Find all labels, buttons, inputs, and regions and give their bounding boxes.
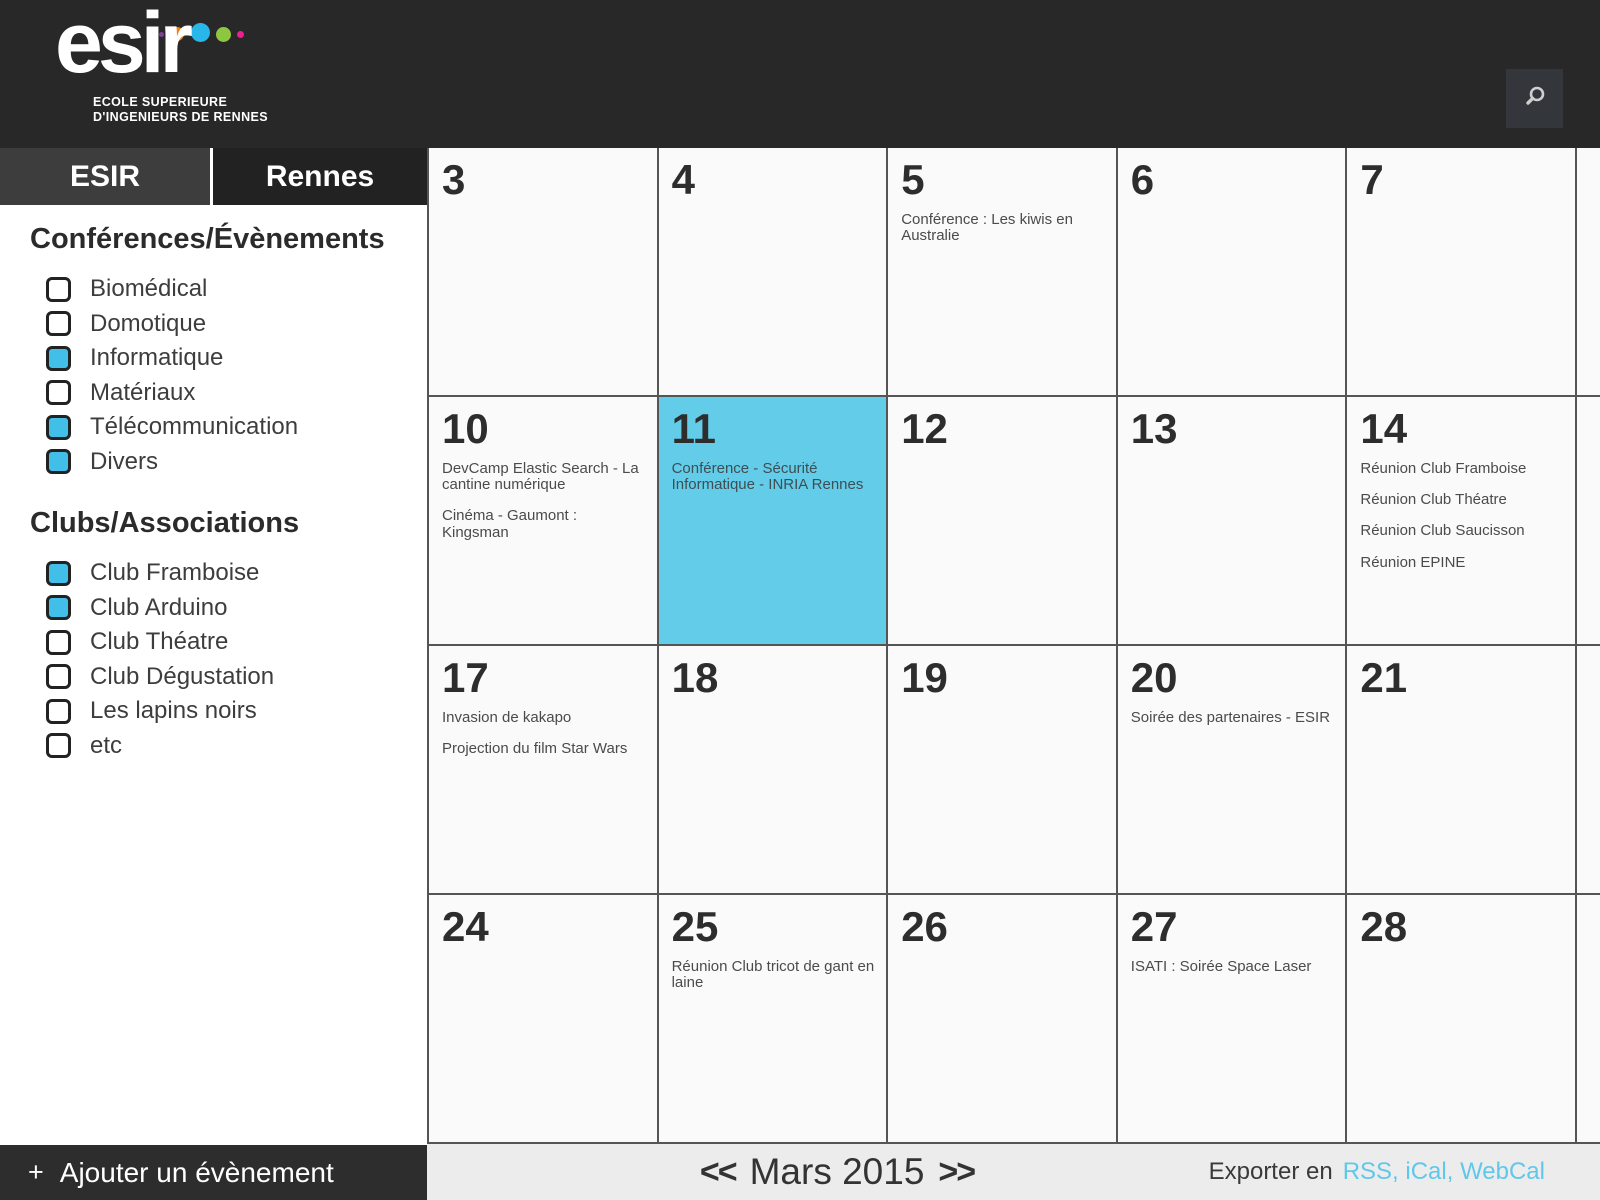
event-item[interactable]: Réunion Club Théatre <box>1360 491 1507 509</box>
day-number: 6 <box>1130 156 1155 203</box>
tab-rennes[interactable] <box>213 148 427 205</box>
filter-label: Domotique <box>90 309 207 337</box>
next-month-button[interactable]: >> <box>938 1152 975 1191</box>
tab-esir[interactable] <box>0 148 210 205</box>
checkbox-icon[interactable] <box>46 630 71 655</box>
day-cell-7[interactable] <box>1347 148 1577 397</box>
calendar-footer <box>427 1144 1600 1200</box>
filter-label: Club Théatre <box>90 628 229 656</box>
day-number: 21 <box>1360 654 1408 701</box>
add-event-label: Ajouter un évènement <box>59 1156 334 1188</box>
event-item[interactable]: Conférence : Les kiwis en Australie <box>901 211 1073 245</box>
day-number: 12 <box>901 405 948 452</box>
day-number: 11 <box>671 405 716 452</box>
export-link-rss[interactable]: RSS, <box>1342 1158 1406 1185</box>
event-item[interactable]: ISATI : Soirée Space Laser <box>1130 958 1312 976</box>
day-number: 25 <box>671 903 719 950</box>
logo-dot-green-icon <box>216 27 231 42</box>
day-number: 19 <box>901 654 948 701</box>
filter-item-club-arduino[interactable] <box>0 591 427 626</box>
filter-item-club-degustation[interactable] <box>0 660 427 695</box>
add-event-button[interactable] <box>0 1145 427 1200</box>
checkbox-icon[interactable] <box>46 311 71 336</box>
day-number: 28 <box>1360 903 1408 950</box>
day-cell-17[interactable] <box>429 646 659 895</box>
filter-label: Club Arduino <box>90 593 228 621</box>
filter-item-club-theatre[interactable] <box>0 625 427 660</box>
day-cell-27[interactable] <box>1118 895 1348 1144</box>
event-item[interactable]: Projection du film Star Wars <box>442 740 628 758</box>
day-cell-3[interactable] <box>429 148 659 397</box>
day-cell-18[interactable] <box>659 646 889 895</box>
filter-item-biomedical[interactable] <box>0 272 427 307</box>
day-cell-5[interactable] <box>888 148 1118 397</box>
day-number: 10 <box>442 405 489 452</box>
checkbox-icon[interactable] <box>46 561 71 586</box>
day-number: 14 <box>1360 405 1408 452</box>
export-links <box>1343 1158 1545 1186</box>
day-number: 26 <box>901 903 948 950</box>
day-cell-partial <box>1577 895 1600 1144</box>
day-number: 27 <box>1130 903 1178 950</box>
sidebar-section-title-clubs-associations: Clubs/Associations <box>30 507 300 539</box>
logo-subtitle-line2: D'INGENIEURS DE RENNES <box>93 110 268 124</box>
day-cell-12[interactable] <box>888 397 1118 646</box>
day-cell-24[interactable] <box>429 895 659 1144</box>
checkbox-icon[interactable] <box>46 415 71 440</box>
plus-icon: + <box>28 1157 44 1187</box>
checkbox-icon[interactable] <box>46 277 71 302</box>
day-cell-21[interactable] <box>1347 646 1577 895</box>
event-item[interactable]: Cinéma - Gaumont : Kingsman <box>442 507 578 541</box>
sidebar-section-title-conferences-evenements: Conférences/Évènements <box>30 223 385 255</box>
day-cell-partial <box>1577 646 1600 895</box>
current-month-label: Mars 2015 <box>749 1151 925 1192</box>
day-cell-10[interactable] <box>429 397 659 646</box>
day-number: 7 <box>1360 156 1384 203</box>
day-cell-28[interactable] <box>1347 895 1577 1144</box>
day-cell-11[interactable] <box>659 397 889 646</box>
logo-subtitle <box>93 95 268 125</box>
day-cell-13[interactable] <box>1118 397 1348 646</box>
filter-label: Club Dégustation <box>90 662 275 690</box>
app-header <box>0 0 1600 148</box>
site-tabs <box>0 148 427 205</box>
checkbox-icon[interactable] <box>46 380 71 405</box>
day-cell-partial <box>1577 148 1600 397</box>
tab-esir-label: ESIR <box>69 159 141 193</box>
day-number: 13 <box>1130 405 1178 452</box>
logo-wordmark: esir <box>55 0 189 91</box>
day-number: 3 <box>442 156 466 203</box>
search-button[interactable] <box>1506 69 1563 128</box>
event-item[interactable]: Réunion Club tricot de gant en laine <box>671 958 875 992</box>
logo-subtitle-line1: ECOLE SUPERIEURE <box>93 95 228 109</box>
logo-dot-magenta-icon <box>237 31 244 38</box>
filter-item-divers[interactable] <box>0 445 427 480</box>
event-item[interactable]: Réunion Club Saucisson <box>1360 522 1525 540</box>
checkbox-icon[interactable] <box>46 733 71 758</box>
event-item[interactable]: Réunion EPINE <box>1360 553 1466 571</box>
day-cell-partial <box>1577 397 1600 646</box>
day-number: 24 <box>442 903 489 950</box>
event-item[interactable]: Conférence - Sécurité Informatique - INRIA Rennes <box>671 460 864 494</box>
day-cell-20[interactable] <box>1118 646 1348 895</box>
filter-item-telecommunication[interactable] <box>0 410 427 445</box>
filter-item-club-framboise[interactable] <box>0 556 427 591</box>
day-number: 4 <box>671 156 695 203</box>
filter-label: Club Framboise <box>90 559 260 587</box>
event-item[interactable]: Soirée des partenaires - ESIR <box>1130 709 1331 727</box>
checkbox-icon[interactable] <box>46 346 71 371</box>
day-cell-6[interactable] <box>1118 148 1348 397</box>
filter-label: Télécommunication <box>90 413 299 441</box>
day-cell-19[interactable] <box>888 646 1118 895</box>
checkbox-icon[interactable] <box>46 449 71 474</box>
filter-item-etc[interactable] <box>0 729 427 764</box>
prev-month-button[interactable]: << <box>699 1152 736 1191</box>
magnifier-icon <box>1520 82 1550 115</box>
sidebar-sections <box>0 223 427 763</box>
filter-label: Informatique <box>90 344 224 372</box>
day-cell-25[interactable] <box>659 895 889 1144</box>
day-number: 18 <box>671 654 719 701</box>
day-number: 17 <box>442 654 489 701</box>
filter-label: Matériaux <box>90 378 196 406</box>
day-cell-26[interactable] <box>888 895 1118 1144</box>
filter-item-informatique[interactable] <box>0 341 427 376</box>
filter-label: Biomédical <box>90 275 208 303</box>
export-label: Exporter en <box>1208 1158 1333 1185</box>
event-item[interactable]: Réunion Club Framboise <box>1360 460 1527 478</box>
checkbox-icon[interactable] <box>46 664 71 689</box>
export-link-webcal[interactable]: WebCal <box>1460 1158 1545 1185</box>
calendar-grid <box>427 148 1600 1144</box>
event-item[interactable]: DevCamp Elastic Search - La cantine numérique <box>442 460 639 494</box>
checkbox-icon[interactable] <box>46 595 71 620</box>
tab-rennes-label: Rennes <box>265 159 375 193</box>
esir-logo <box>55 0 315 136</box>
day-number: 20 <box>1130 654 1178 701</box>
day-cell-14[interactable] <box>1347 397 1577 646</box>
filter-label: Divers <box>90 447 159 475</box>
export-bar <box>1209 1144 1545 1200</box>
filter-item-domotique[interactable] <box>0 307 427 342</box>
event-item[interactable]: Invasion de kakapo <box>442 709 572 727</box>
month-navigation <box>607 1144 1067 1200</box>
filter-label: etc <box>90 731 123 759</box>
export-link-ical[interactable]: iCal, <box>1405 1158 1461 1185</box>
checkbox-icon[interactable] <box>46 699 71 724</box>
filter-item-materiaux[interactable] <box>0 376 427 411</box>
day-number: 5 <box>901 156 925 203</box>
filter-item-les-lapins-noirs[interactable] <box>0 694 427 729</box>
logo-dot-blue-icon <box>191 23 210 42</box>
filter-label: Les lapins noirs <box>90 697 257 725</box>
day-cell-4[interactable] <box>659 148 889 397</box>
filter-sidebar <box>0 205 427 1145</box>
